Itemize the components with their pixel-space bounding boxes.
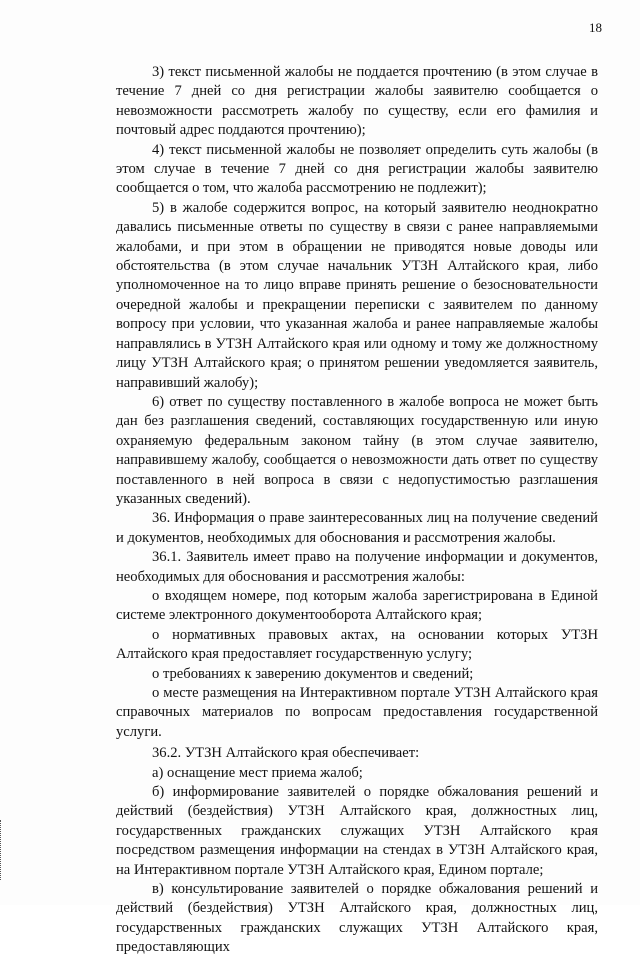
paragraph-legal-acts: о нормативных правовых актах, на основании которых УТЗН Алтайского края предоставляет государственную услугу; — [116, 626, 598, 663]
document-body — [116, 63, 598, 958]
page-number: 18 — [589, 20, 602, 35]
paragraph-item-3: 3) текст письменной жалобы не поддается прочтению (в этом случае в течение 7 дней со дня регистрации жалобы заявителю сообщается о невозможности рассмотреть жалобу по существу, если его фамилия и почтовый адрес поддаются прочтению); — [116, 64, 598, 139]
paragraph-section-36: 36. Информация о праве заинтересованных лиц на получение сведений и документов, необходимых для обоснования и рассмотрения жалобы. — [116, 510, 598, 546]
paragraph-item-5: 5) в жалобе содержится вопрос, на который заявителю неоднократно давались письменные ответы по существу в связи с ранее направляемыми жалобами, и при этом в обращении не приводятся новые доводы или обстоятельства (в этом случае начальник УТЗН Алтайского края, либо уполномоченное на то лицо вправе принять решение о безосновательности очередной жалобы и прекращении переписки с заявителем по данному вопросу при условии, что указанная жалоба и ранее направляемые жалобы направлялись в УТЗН Алтайского края или одному и тому же должностному лицу УТЗН Алтайского края; о принятом решении уведомляется заявитель, направивший жалобу); — [116, 199, 598, 391]
paragraph-item-6: 6) ответ по существу поставленного в жалобе вопроса не может быть дан без разглашения сведений, составляющих государственную или иную охраняемую федеральным законом тайну (в этом случае заявителю, направившему жалобу, сообщается о невозможности дать ответ по существу поставленного в ней вопроса в связи с недопустимостью разглашения указанных сведений). — [116, 393, 598, 507]
paragraph-item-4: 4) текст письменной жалобы не позволяет определить суть жалобы (в этом случае в течение 7 дней со дня регистрации жалобы заявителю сообщается о том, что жалоба рассмотрению не подлежит); — [116, 141, 598, 197]
paragraph-item-v: в) консультирование заявителей о порядке обжалования решений и действий (бездействия) УТЗН Алтайского края, должностных лиц, государственных гражданских служащих УТЗН Алтайского края, предоставляющих — [116, 881, 598, 956]
scan-margin-marks — [0, 820, 4, 880]
paragraph-incoming-number: о входящем номере, под которым жалоба зарегистрирована в Единой системе электронного документооборота Алтайского края; — [116, 587, 598, 624]
paragraph-portal-materials: о месте размещения на Интерактивном портале УТЗН Алтайского края справочных материалов по вопросам предоставления государственной услуги. — [116, 685, 598, 740]
paragraph-item-a: а) оснащение мест приема жалоб; — [152, 764, 363, 781]
paragraph-item-b: б) информирование заявителей о порядке обжалования решений и действий (бездействия) УТЗН Алтайского края, должностных лиц, государственных гражданских служащих УТЗН Алтайского края посредством размещения информации на стендах в УТЗН Алтайского края, на Интерактивном портале УТЗН Алтайского края, Едином портале; — [116, 784, 598, 878]
paragraph-section-36-2: 36.2. УТЗН Алтайского края обеспечивает: — [152, 745, 420, 762]
paragraph-certification-requirements: о требованиях к заверению документов и сведений; — [152, 665, 474, 682]
paragraph-section-36-1: 36.1. Заявитель имеет право на получение информации и документов, необходимых для обоснования и рассмотрения жалобы: — [116, 549, 598, 585]
